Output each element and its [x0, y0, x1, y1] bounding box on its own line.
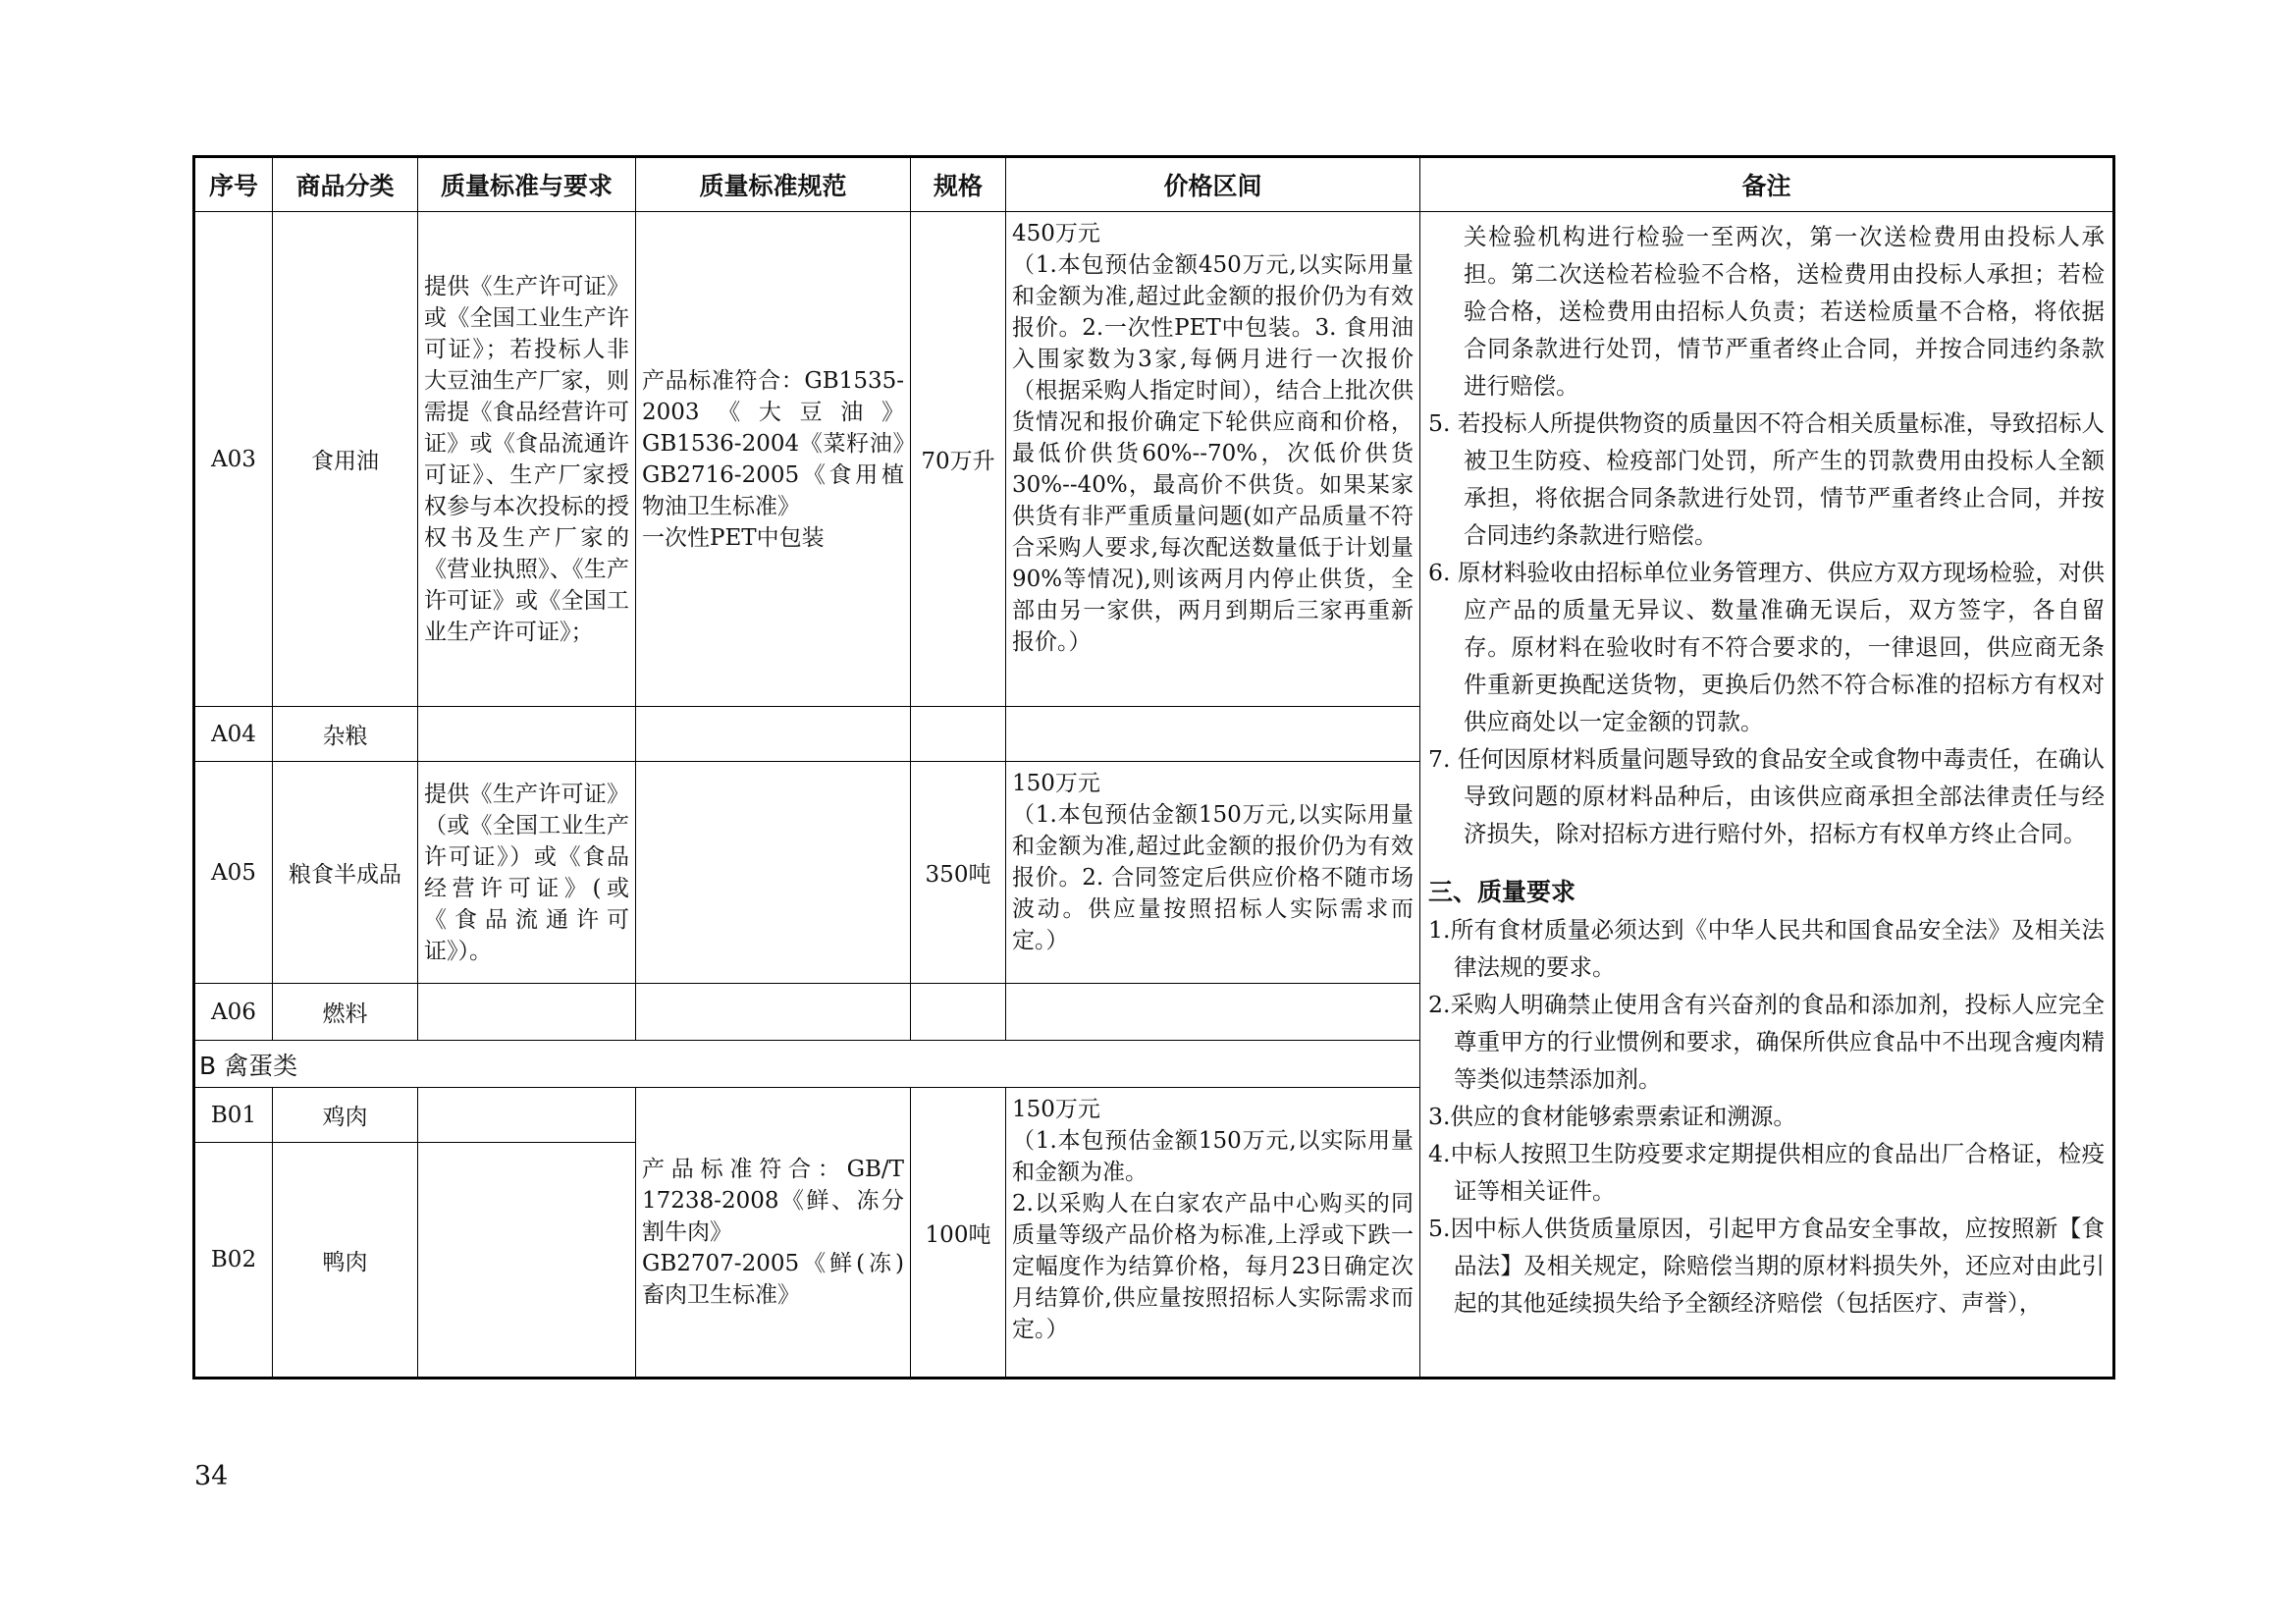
row-quality-req — [418, 707, 636, 762]
procurement-table — [192, 155, 2115, 1380]
price-title: 450万元 — [1012, 221, 1100, 246]
row-price — [1006, 707, 1420, 762]
row-quality-req — [418, 1088, 636, 1143]
row-category: 粮食半成品 — [273, 762, 418, 984]
row-category: 鸭肉 — [273, 1143, 418, 1379]
row-quality-spec — [636, 707, 911, 762]
row-quality-spec — [636, 1088, 911, 1379]
row-quality-req — [418, 212, 636, 707]
price-detail: （1.本包预估金额150万元,以实际用量和金额为准,超过此金额的报价仍为有效报价。2. 合同签定后供应价格不随市场波动。供应量按照招标人实际需求而定。） — [1012, 802, 1414, 953]
remark-item-5: 5. 若投标人所提供物资的质量因不符合相关质量标准，导致招标人被卫生防疫、检疫部门处罚，所产生的罚款费用由投标人全额承担，将依据合同条款进行处罚，情节严重者终止合同，并按合同违约条款进行赔偿。 — [1428, 409, 2105, 549]
quality-spec-text: 产品标准符合：GB1535-2003《大豆油》GB1536-2004《菜籽油》GB2716-2005《食用植物油卫生标准》 一次性PET中包装 — [642, 367, 904, 551]
price-title: 150万元 — [1012, 1097, 1100, 1122]
row-spec — [911, 984, 1006, 1041]
row-quality-req — [418, 762, 636, 984]
header-spec: 规格 — [911, 157, 1006, 212]
header-quality-req: 质量标准与要求 — [418, 157, 636, 212]
header-row — [194, 157, 2114, 212]
row-quality-spec — [636, 212, 911, 707]
quality-item-2: 2.采购人明确禁止使用含有兴奋剂的食品和添加剂，投标人应完全尊重甲方的行业惯例和要求，确保所供应食品中不出现含瘦肉精等类似违禁添加剂。 — [1428, 991, 2105, 1093]
header-remarks: 备注 — [1420, 157, 2114, 212]
section3-title: 三、质量要求 — [1428, 878, 1576, 906]
row-spec: 100吨 — [911, 1088, 1006, 1379]
remark-continued: 关检验机构进行检验一至两次，第一次送检费用由投标人承担。第二次送检若检验不合格，送检费用由投标人承担；若检验合格，送检费用由招标人负责；若送检质量不合格，将依据合同条款进行处罚，情节严重者终止合同，并按合同违约条款进行赔偿。 — [1464, 223, 2105, 400]
row-price — [1006, 762, 1420, 984]
quality-req-text: 提供《生产许可证》或《全国工业生产许可证》；若投标人非大豆油生产厂家，则需提《食品经营许可证》或《食品流通许可证》、生产厂家授权参与本次投标的授权书及生产厂家的《营业执照》、《生产许可证》或《全国工业生产许可证》； — [424, 273, 629, 645]
quality-item-1: 1.所有食材质量必须达到《中华人民共和国食品安全法》及相关法律法规的要求。 — [1428, 916, 2105, 981]
row-category: 燃料 — [273, 984, 418, 1041]
row-index: A06 — [194, 984, 273, 1041]
row-category: 杂粮 — [273, 707, 418, 762]
row-quality-spec — [636, 762, 911, 984]
row-price — [1006, 984, 1420, 1041]
header-category: 商品分类 — [273, 157, 418, 212]
row-spec: 70万升 — [911, 212, 1006, 707]
row-index: A03 — [194, 212, 273, 707]
row-index: B01 — [194, 1088, 273, 1143]
row-spec: 350吨 — [911, 762, 1006, 984]
remark-item-6: 6. 原材料验收由招标单位业务管理方、供应方双方现场检验，对供应产品的质量无异议、数量准确无误后，双方签字，各自留存。原材料在验收时有不符合要求的，一律退回，供应商无条件重新更换配送货物，更换后仍然不符合标准的招标方有权对供应商处以一定金额的罚款。 — [1428, 559, 2105, 735]
page-number: 34 — [194, 1461, 229, 1491]
row-quality-spec — [636, 984, 911, 1041]
quality-item-3: 3.供应的食材能够索票索证和溯源。 — [1428, 1103, 1796, 1130]
price-detail: （1.本包预估金额450万元,以实际用量和金额为准,超过此金额的报价仍为有效报价。2.一次性PET中包装。3. 食用油入围家数为3家,每俩月进行一次报价（根据采购人指定时间），结合上批次供货情况和报价确定下轮供应商和价格，最低价供货60%--70%，次低价供货30%--40%，最高价不供货。如果某家供货有非严重质量问题(如产品质量不符合采购人要求,每次配送数量低于计划量90%等情况),则该两月内停止供货，全部由另一家供，两月到期后三家再重新报价。） — [1012, 252, 1414, 655]
quality-req-text: 提供《生产许可证》（或《全国工业生产许可证》）或《食品经营许可证》(或《食品流通许可证》）。 — [424, 781, 629, 964]
row-category: 鸡肉 — [273, 1088, 418, 1143]
price-title: 150万元 — [1012, 771, 1100, 796]
row-quality-req — [418, 984, 636, 1041]
row-index: A05 — [194, 762, 273, 984]
quality-spec-text: 产品标准符合：GB/T 17238-2008《鲜、冻分割牛肉》 GB2707-2005《鲜(冻)畜肉卫生标准》 — [642, 1157, 904, 1308]
row-price — [1006, 1088, 1420, 1379]
header-index: 序号 — [194, 157, 273, 212]
header-price: 价格区间 — [1006, 157, 1420, 212]
quality-item-4: 4.中标人按照卫生防疫要求定期提供相应的食品出厂合格证，检疫证等相关证件。 — [1428, 1140, 2105, 1205]
row-category: 食用油 — [273, 212, 418, 707]
price-detail: （1.本包预估金额150万元,以实际用量和金额为准。 2.以采购人在白家农产品中心购买的同质量等级产品价格为标准,上浮或下跌一定幅度作为结算价格，每月23日确定次月结算价,供应量按照招标人实际需求而定。） — [1012, 1128, 1414, 1342]
row-price — [1006, 212, 1420, 707]
table-row — [194, 212, 2114, 707]
remark-item-7: 7. 任何因原材料质量问题导致的食品安全或食物中毒责任，在确认导致问题的原材料品种后，由该供应商承担全部法律责任与经济损失，除对招标方进行赔付外，招标方有权单方终止合同。 — [1428, 745, 2105, 847]
header-quality-spec: 质量标准规范 — [636, 157, 911, 212]
row-index: B02 — [194, 1143, 273, 1379]
quality-item-5: 5.因中标人供货质量原因，引起甲方食品安全事故，应按照新【食品法】及相关规定，除赔偿当期的原材料损失外，还应对由此引起的其他延续损失给予全额经济赔偿（包括医疗、声誉）， — [1428, 1215, 2105, 1317]
row-quality-req — [418, 1143, 636, 1379]
remarks-cell — [1420, 212, 2114, 1379]
section-b-title: B 禽蛋类 — [194, 1041, 1420, 1088]
row-spec — [911, 707, 1006, 762]
row-index: A04 — [194, 707, 273, 762]
